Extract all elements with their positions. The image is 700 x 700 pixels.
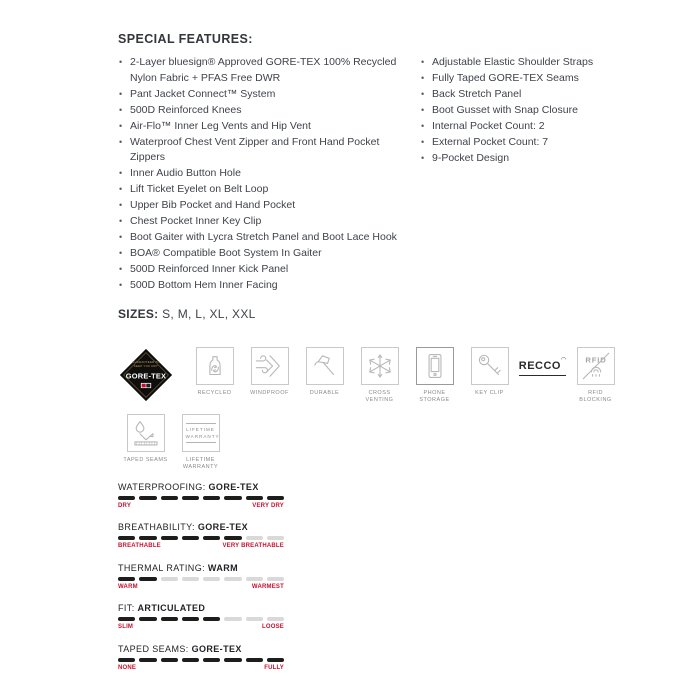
taped-seams-icon: [129, 416, 163, 450]
badge-windproof: [242, 347, 297, 397]
feature-item: • Inner Audio Button Hole: [118, 166, 408, 182]
feature-item: • Back Stretch Panel: [420, 87, 612, 103]
badge-cross-venting: [352, 347, 407, 405]
badge-label: WINDPROOF: [250, 390, 289, 396]
feature-item: • BOA® Compatible Boot System In Gaiter: [118, 246, 408, 262]
rating-min-label: WARM: [118, 583, 138, 590]
badge-row-1: [118, 347, 623, 408]
badge-label: KEY CLIP: [475, 390, 504, 396]
sizes-line: [118, 307, 623, 321]
svg-text:GUARANTEED TO: GUARANTEED TO: [132, 359, 160, 364]
rating-segment: [182, 658, 199, 662]
rating-thermal: [118, 563, 284, 590]
rating-bar: [118, 536, 284, 540]
rating-segment: [246, 536, 263, 540]
rating-waterproofing: [118, 482, 284, 509]
goretex-diamond-logo: [118, 347, 174, 408]
badge-label: RECYCLED: [197, 390, 232, 396]
rating-segment: [267, 496, 284, 500]
special-features-columns: [118, 55, 623, 294]
rating-segment: [246, 617, 263, 621]
rating-segment: [182, 496, 199, 500]
lifetime-warranty-icon: LIFETIME WARRANTY: [186, 423, 216, 444]
rating-segment: [246, 496, 263, 500]
rating-segment: [246, 577, 263, 581]
rating-bar: [118, 496, 284, 500]
recco-logo: [519, 356, 566, 376]
feature-item: • Fully Taped GORE-TEX Seams: [420, 71, 612, 87]
svg-text:RFID: RFID: [584, 355, 607, 365]
rating-bar: [118, 617, 284, 621]
phone-storage-icon: [418, 349, 452, 383]
badge-rfid-blocking: [568, 347, 623, 405]
feature-item: • Boot Gaiter with Lycra Stretch Panel and Boot Lace Hook: [118, 230, 408, 246]
badge-row-2: [118, 414, 623, 472]
rating-segment: [182, 536, 199, 540]
rating-segment: [267, 536, 284, 540]
rating-value: GORE-TEX: [197, 522, 249, 533]
feature-item: • Lift Ticket Eyelet on Belt Loop: [118, 182, 408, 198]
rating-segment: [118, 658, 135, 662]
badge-label: DURABLE: [309, 390, 340, 396]
rating-segment: [224, 536, 241, 540]
rating-max-label: FULLY: [264, 664, 284, 671]
rating-segment: [139, 658, 156, 662]
rating-segment: [139, 496, 156, 500]
badge-label: RFID BLOCKING: [579, 390, 612, 404]
special-features-heading: SPECIAL FEATURES:: [118, 32, 253, 46]
badge-label: TAPED SEAMS: [123, 457, 168, 463]
rating-segment: [182, 577, 199, 581]
badge-phone-storage: [407, 347, 462, 405]
rating-bar: [118, 577, 284, 581]
badge-recco: [517, 347, 568, 385]
rating-segment: [203, 496, 220, 500]
rating-segment: [224, 658, 241, 662]
rating-label: WATERPROOFING:: [118, 481, 206, 492]
rating-segment: [203, 658, 220, 662]
key-clip-icon: [473, 349, 507, 383]
rating-label: TAPED SEAMS:: [118, 643, 189, 654]
special-features-list-left: [118, 55, 408, 294]
feature-item: • Adjustable Elastic Shoulder Straps: [420, 55, 612, 71]
rating-taped-seams: [118, 644, 284, 671]
rating-segment: [224, 577, 241, 581]
windproof-icon: [253, 349, 287, 383]
badge-lifetime-warranty: [173, 414, 228, 472]
feature-item: • Upper Bib Pocket and Hand Pocket: [118, 198, 408, 214]
recycled-icon: [198, 349, 232, 383]
sizes-label: SIZES:: [118, 307, 159, 321]
feature-item: • Chest Pocket Inner Key Clip: [118, 214, 408, 230]
rating-segment: [161, 617, 178, 621]
feature-item: • 2-Layer bluesign® Approved GORE-TEX 100% Recycled Nylon Fabric + PFAS Free DWR: [118, 55, 408, 86]
rating-value: ARTICULATED: [137, 603, 206, 614]
feature-item: • External Pocket Count: 7: [420, 135, 612, 151]
product-details-panel: [118, 32, 623, 684]
rating-segment: [203, 617, 220, 621]
rating-segment: [161, 496, 178, 500]
rfid-blocking-icon: [579, 349, 613, 383]
rating-label: FIT:: [118, 603, 135, 614]
feature-item: • Waterproof Chest Vent Zipper and Front Hand Pocket Zippers: [118, 135, 408, 166]
svg-text:GORE-TEX: GORE-TEX: [125, 371, 167, 381]
badge-label: LIFETIME WARRANTY: [182, 457, 219, 471]
feature-item: • Air-Flo™ Inner Leg Vents and Hip Vent: [118, 119, 408, 135]
rating-segment: [203, 536, 220, 540]
rating-segment: [118, 536, 135, 540]
rating-breathability: [118, 522, 284, 549]
rating-segment: [267, 577, 284, 581]
rating-max-label: VERY BREATHABLE: [222, 543, 284, 550]
rating-label: BREATHABILITY:: [118, 522, 195, 533]
feature-item: • 9-Pocket Design: [420, 151, 612, 167]
rating-segment: [267, 617, 284, 621]
sizes-value: S, M, L, XL, XXL: [162, 307, 256, 321]
rating-bar: [118, 658, 284, 662]
feature-badges: [118, 347, 623, 472]
feature-item: • Internal Pocket Count: 2: [420, 119, 612, 135]
cross-venting-icon: [363, 349, 397, 383]
badge-recycled: [187, 347, 242, 397]
rating-segment: [246, 658, 263, 662]
rating-segment: [118, 577, 135, 581]
rating-min-label: DRY: [118, 502, 132, 509]
rating-max-label: VERY DRY: [252, 502, 284, 509]
rating-min-label: SLIM: [118, 624, 134, 631]
rating-segment: [139, 536, 156, 540]
rating-segment: [118, 496, 135, 500]
svg-text:KEEP YOU DRY: KEEP YOU DRY: [133, 364, 159, 369]
goretex-diamond-icon: [118, 347, 174, 403]
rating-segment: [161, 577, 178, 581]
badge-label: CROSS VENTING: [365, 390, 394, 404]
rating-segment: [161, 536, 178, 540]
rating-min-label: BREATHABLE: [118, 543, 161, 550]
feature-item: • Pant Jacket Connect™ System: [118, 87, 408, 103]
rating-segment: [224, 617, 241, 621]
badge-durable: [297, 347, 352, 397]
rating-label: THERMAL RATING:: [118, 562, 206, 573]
rating-segment: [139, 617, 156, 621]
recco-reflector-icon: ◠: [560, 357, 567, 363]
rating-max-label: LOOSE: [261, 624, 284, 631]
feature-item: • 500D Bottom Hem Inner Facing: [118, 278, 408, 294]
rating-segment: [139, 577, 156, 581]
feature-item: • 500D Reinforced Knees: [118, 103, 408, 119]
rating-min-label: NONE: [118, 664, 137, 671]
rating-value: GORE-TEX: [191, 643, 242, 654]
badge-label: PHONE STORAGE: [419, 390, 450, 404]
recco-logo-text: RECCO: [518, 360, 561, 372]
rating-segment: [224, 496, 241, 500]
rating-segment: [182, 617, 199, 621]
rating-value: GORE-TEX: [208, 481, 259, 492]
durable-icon: [308, 349, 342, 383]
feature-item: • 500D Reinforced Inner Kick Panel: [118, 262, 408, 278]
rating-segment: [161, 658, 178, 662]
badge-taped-seams: [118, 414, 173, 464]
special-features-list-right: [420, 55, 612, 294]
rating-max-label: WARMEST: [251, 583, 284, 590]
rating-segment: [267, 658, 284, 662]
rating-fit: [118, 603, 284, 630]
badge-key-clip: [462, 347, 517, 397]
rating-meters: [118, 482, 623, 671]
feature-item: • Boot Gusset with Snap Closure: [420, 103, 612, 119]
rating-segment: [118, 617, 135, 621]
rating-value: WARM: [207, 562, 239, 573]
rating-segment: [203, 577, 220, 581]
